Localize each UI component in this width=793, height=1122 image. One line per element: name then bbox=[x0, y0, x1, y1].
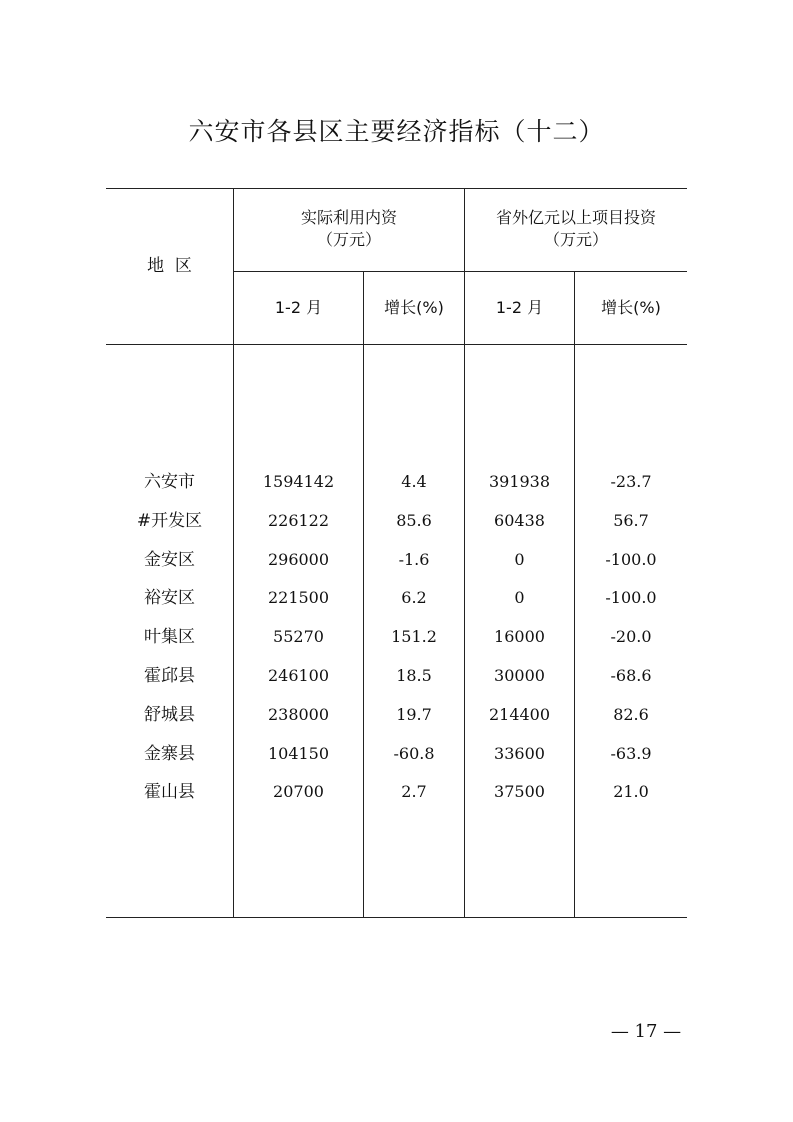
value-cell-g1: 18.5 bbox=[396, 666, 432, 685]
value-cell-g2: -100.0 bbox=[605, 588, 657, 608]
value-cell-v2: 0 bbox=[514, 549, 525, 569]
value-cell-g1: 4.4 bbox=[401, 472, 427, 491]
value-cell-v1: 1594142 bbox=[262, 472, 335, 491]
value-cell-g1: 19.7 bbox=[396, 704, 432, 724]
value-cell-g2: 21.0 bbox=[613, 782, 649, 802]
value-cell-g2: -100.0 bbox=[605, 549, 657, 569]
value-cell-g2: 56.7 bbox=[613, 510, 649, 530]
group-header-rule bbox=[234, 271, 687, 272]
value-cell-v1: 246100 bbox=[267, 666, 330, 685]
header-group-domestic-capital bbox=[234, 207, 464, 251]
table-top-rule bbox=[106, 188, 687, 189]
region-cell: 叶集区 bbox=[144, 627, 195, 648]
value-cell-v2: 33600 bbox=[494, 743, 545, 763]
value-cell-g2: 82.6 bbox=[613, 704, 649, 724]
value-cell-g2: -63.9 bbox=[610, 743, 652, 763]
value-cell-v1: 226122 bbox=[267, 510, 330, 530]
page-number: — 17 — bbox=[610, 1021, 682, 1042]
header-bottom-rule bbox=[106, 344, 687, 345]
header-group-line1: 省外亿元以上项目投资 bbox=[495, 208, 656, 227]
value-cell-v2: 30000 bbox=[494, 666, 545, 685]
header-group-line1: 实际利用内资 bbox=[300, 208, 397, 227]
value-cell-g1: 151.2 bbox=[391, 627, 437, 647]
region-cell: 霍邱县 bbox=[144, 666, 195, 686]
region-cell: 六安市 bbox=[144, 472, 195, 492]
value-cell-g1: -60.8 bbox=[393, 743, 435, 763]
value-cell-v1: 55270 bbox=[273, 627, 324, 647]
header-group-outside-investment bbox=[465, 207, 687, 251]
value-cell-g1: 85.6 bbox=[396, 510, 432, 530]
value-cell-g2: -23.7 bbox=[610, 472, 652, 491]
region-cell: #开发区 bbox=[136, 510, 203, 531]
value-cell-v2: 0 bbox=[514, 588, 525, 608]
region-cell: 舒城县 bbox=[144, 704, 195, 725]
value-cell-v2: 37500 bbox=[494, 782, 545, 802]
region-cell: 裕安区 bbox=[144, 588, 195, 609]
value-cell-v2: 214400 bbox=[488, 704, 551, 724]
value-cell-v1: 238000 bbox=[267, 704, 330, 724]
header-period: 1-2 月 bbox=[495, 298, 544, 317]
table-bottom-rule bbox=[106, 917, 687, 918]
value-cell-g1: 6.2 bbox=[401, 588, 427, 608]
value-cell-g1: 2.7 bbox=[401, 782, 427, 802]
value-cell-g2: -20.0 bbox=[610, 627, 652, 647]
region-cell: 金寨县 bbox=[144, 743, 195, 764]
value-cell-v2: 60438 bbox=[494, 510, 545, 530]
page-title: 六安市各县区主要经济指标（十二） bbox=[188, 117, 605, 146]
header-group-line2: （万元） bbox=[543, 230, 608, 249]
value-cell-v1: 296000 bbox=[267, 549, 330, 569]
region-cell: 霍山县 bbox=[144, 782, 195, 803]
value-cell-v1: 20700 bbox=[273, 782, 324, 802]
value-cell-v2: 391938 bbox=[488, 472, 551, 491]
value-cell-g1: -1.6 bbox=[398, 549, 430, 569]
header-group-line2: （万元） bbox=[316, 230, 381, 249]
value-cell-v1: 221500 bbox=[267, 588, 330, 608]
header-growth: 增长(%) bbox=[601, 298, 661, 317]
header-growth: 增长(%) bbox=[384, 298, 444, 317]
value-cell-g2: -68.6 bbox=[610, 666, 652, 685]
header-region: 地 区 bbox=[147, 256, 192, 276]
value-cell-v2: 16000 bbox=[494, 627, 545, 647]
header-period: 1-2 月 bbox=[274, 298, 323, 317]
region-cell: 金安区 bbox=[144, 549, 195, 570]
value-cell-v1: 104150 bbox=[267, 743, 330, 763]
